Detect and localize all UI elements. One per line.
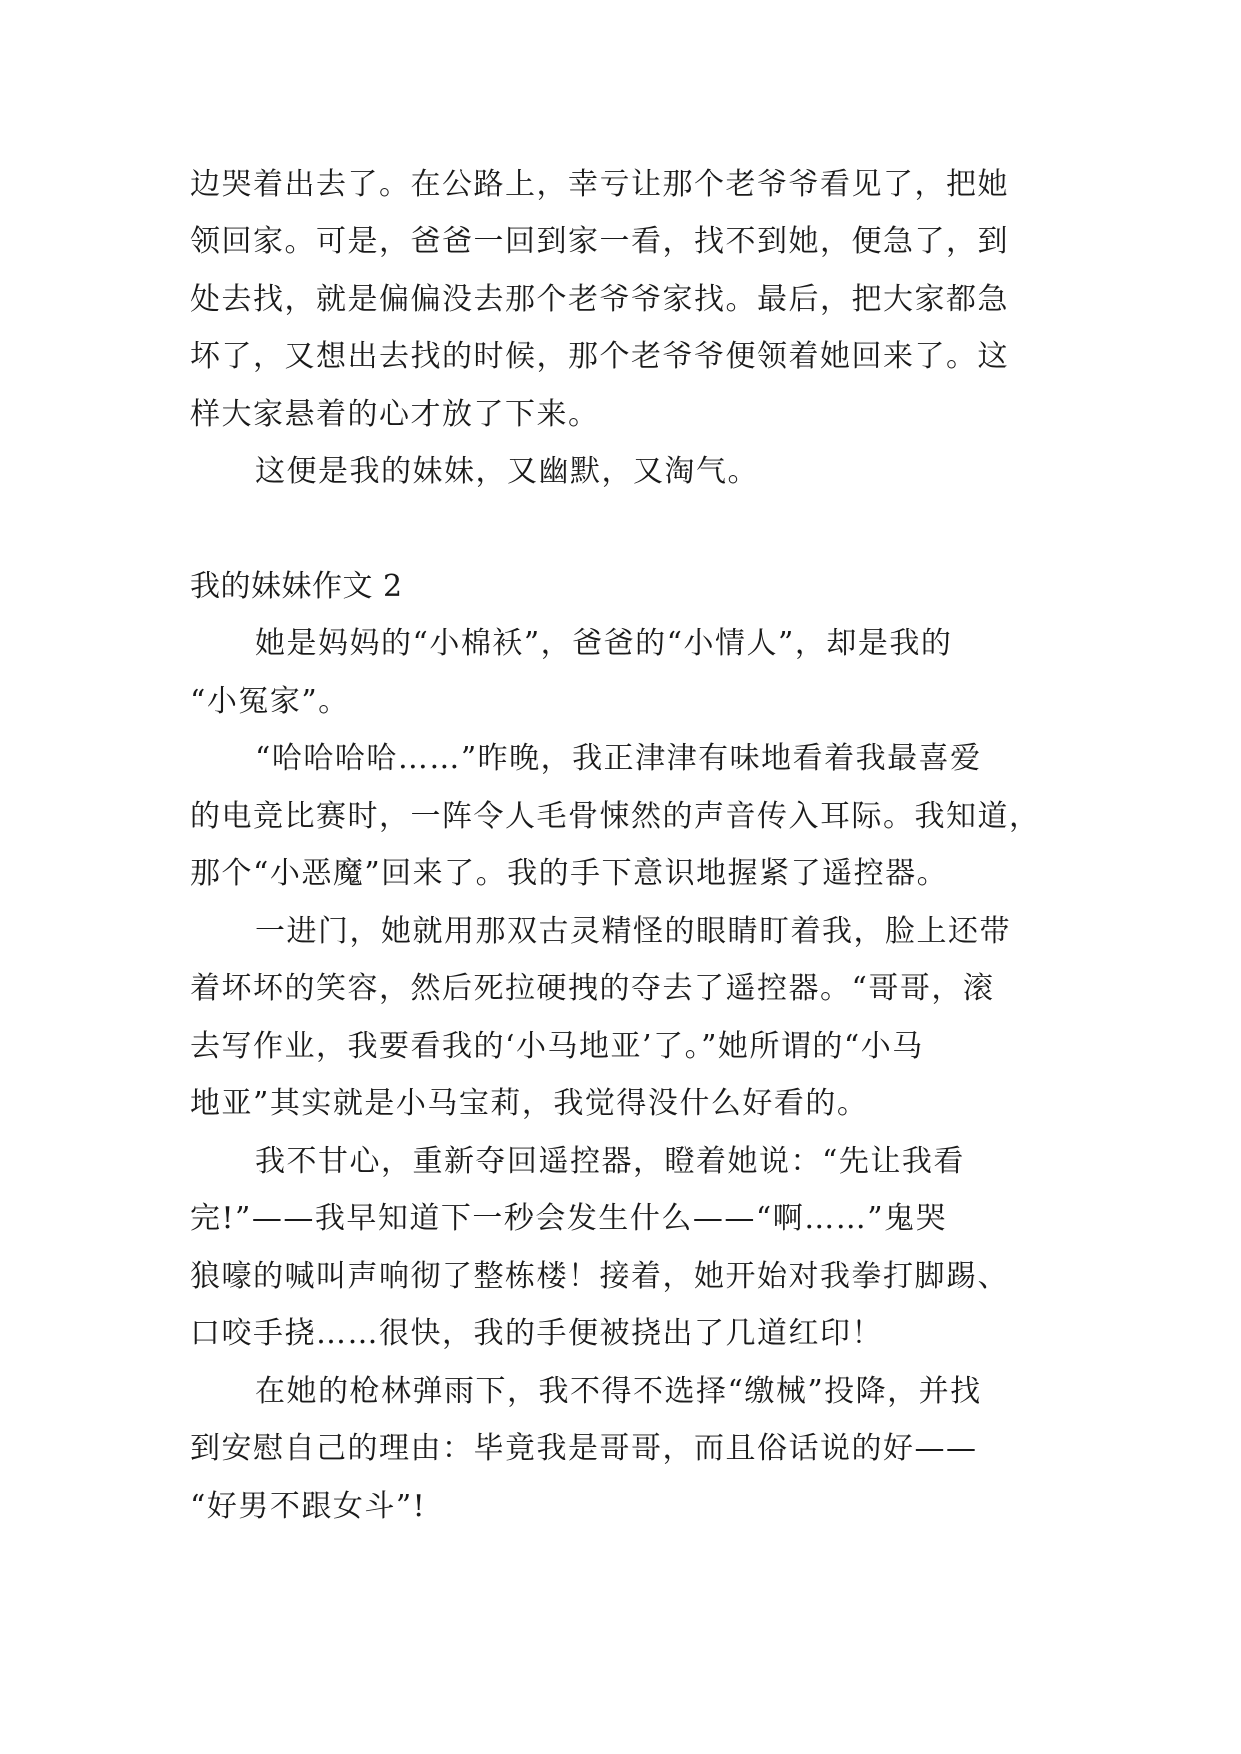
paragraph-line: 的电竞比赛时，一阵令人毛骨悚然的声音传入耳际。我知道， [190, 799, 1041, 834]
paragraph-line: 边哭着出去了。在公路上，幸亏让那个老爷爷看见了，把她 [190, 167, 1009, 202]
paragraph-line: 坏了，又想出去找的时候，那个老爷爷便领着她回来了。这 [190, 339, 1009, 374]
paragraph-line: 我不甘心，重新夺回遥控器，瞪着她说：“先让我看 [255, 1144, 965, 1179]
paragraph-line: 这便是我的妹妹，又幽默，又淘气。 [255, 454, 759, 489]
paragraph-line: 狼嚎的喊叫声响彻了整栋楼！接着，她开始对我拳打脚踢、 [190, 1259, 1009, 1294]
essay-title: 我的妹妹作文 2 [190, 569, 403, 604]
paragraph-line: 去写作业，我要看我的‘小马地亚’了。”她所谓的“小马 [190, 1029, 924, 1064]
paragraph-line: “哈哈哈哈……”昨晚，我正津津有味地看着我最喜爱 [255, 741, 982, 776]
paragraph-line: “小冤家”。 [190, 684, 350, 719]
paragraph-line: 完!”——我早知道下一秒会发生什么——“啊……”鬼哭 [190, 1201, 948, 1236]
paragraph-line: 口咬手挠……很快，我的手便被挠出了几道红印！ [190, 1316, 883, 1351]
paragraph-line: 一进门，她就用那双古灵精怪的眼睛盯着我，脸上还带 [255, 914, 1011, 949]
paragraph-line: 到安慰自己的理由：毕竟我是哥哥，而且俗话说的好—— [190, 1431, 978, 1466]
paragraph-line: 她是妈妈的“小棉袄”，爸爸的“小情人”，却是我的 [255, 626, 953, 661]
paragraph-line: 在她的枪林弹雨下，我不得不选择“缴械”投降，并找 [255, 1374, 982, 1409]
paragraph-line: 那个“小恶魔”回来了。我的手下意识地握紧了遥控器。 [190, 856, 949, 891]
paragraph-line: 样大家悬着的心才放了下来。 [190, 397, 600, 432]
paragraph-line: 地亚”其实就是小马宝莉，我觉得没什么好看的。 [190, 1086, 869, 1121]
paragraph-line: 处去找，就是偏偏没去那个老爷爷家找。最后，把大家都急 [190, 282, 1009, 317]
paragraph-line: 着坏坏的笑容，然后死拉硬拽的夺去了遥控器。“哥哥，滚 [190, 971, 995, 1006]
paragraph-line: “好男不跟女斗”! [190, 1489, 427, 1524]
paragraph-line: 领回家。可是，爸爸一回到家一看，找不到她，便急了，到 [190, 224, 1009, 259]
